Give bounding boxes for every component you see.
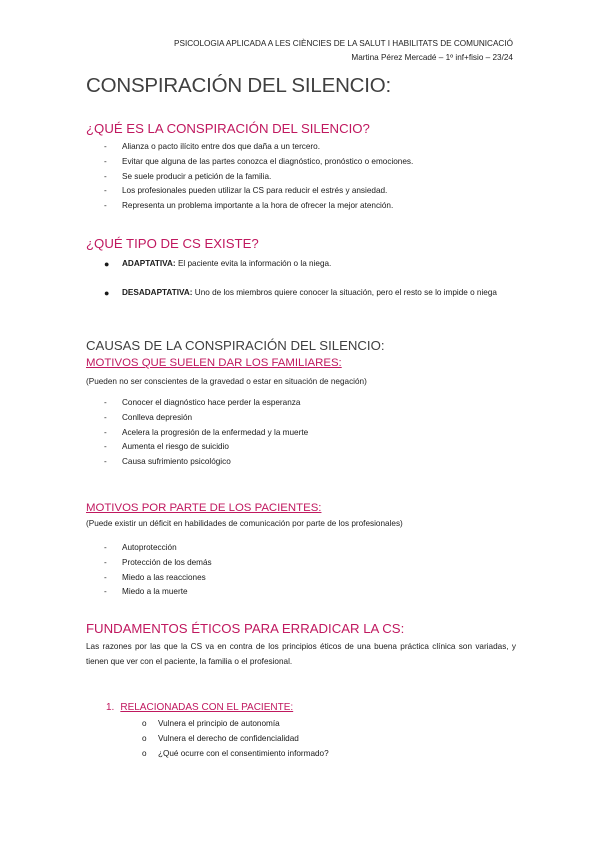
- list-item: - Conlleva depresión: [104, 411, 308, 426]
- type-desc: Uno de los miembros quiere conocer la situación, pero el resto se lo impide o niega: [192, 288, 497, 297]
- list-item: o Vulnera el principio de autonomía: [142, 717, 329, 732]
- list-item: - Se suele producir a petición de la familia.: [104, 170, 413, 185]
- list-item: - Acelera la progresión de la enfermedad y la muerte: [104, 426, 308, 441]
- header-course: PSICOLOGIA APLICADA A LES CIÈNCIES DE LA SALUT I HABILITATS DE COMUNICACIÓ: [174, 39, 513, 48]
- list-item: - Aumenta el riesgo de suicidio: [104, 440, 308, 455]
- type-term: ADAPTATIVA:: [122, 259, 176, 268]
- header-author: Martina Pérez Mercadé – 1º inf+fisio – 23/24: [351, 53, 513, 62]
- subheading-patients: MOTIVOS POR PARTE DE LOS PACIENTES:: [86, 502, 322, 514]
- section-heading-what-is: ¿QUÉ ES LA CONSPIRACIÓN DEL SILENCIO?: [86, 121, 370, 136]
- bullet-icon: ●: [104, 259, 110, 269]
- families-list: [104, 396, 308, 470]
- list-item: - Causa sufrimiento psicológico: [104, 455, 308, 470]
- list-item: - Los profesionales pueden utilizar la CS para reducir el estrés y ansiedad.: [104, 184, 413, 199]
- section-heading-types: ¿QUÉ TIPO DE CS EXISTE?: [86, 236, 259, 251]
- bullet-icon: ●: [104, 288, 110, 298]
- list-item: - Conocer el diagnóstico hace perder la esperanza: [104, 396, 308, 411]
- families-note: (Pueden no ser conscientes de la gravedad o estar en situación de negación): [86, 377, 367, 386]
- section-heading-causes: CAUSAS DE LA CONSPIRACIÓN DEL SILENCIO:: [86, 338, 385, 353]
- list-item: - Autoprotección: [104, 541, 212, 556]
- type-desc: El paciente evita la información o la niega.: [175, 259, 332, 268]
- type-term: DESADAPTATIVA:: [122, 288, 193, 297]
- type-item-adaptive: [104, 257, 516, 272]
- list-item: - Alianza o pacto ilícito entre dos que daña a un tercero.: [104, 140, 413, 155]
- page-header: [174, 37, 513, 65]
- patient-reasons-list: [142, 717, 329, 761]
- ethics-paragraph: Las razones por las que la CS va en contra de los principios éticos de una buena práctica clínica son variadas, y tienen que ver con el paciente, la familia o el profesional.: [86, 642, 516, 666]
- list-item: o ¿Qué ocurre con el consentimiento informado?: [142, 747, 329, 762]
- patients-list: [104, 541, 212, 600]
- list-item: - Miedo a la muerte: [104, 585, 212, 600]
- list-item: - Protección de los demás: [104, 556, 212, 571]
- type-item-maladaptive: [104, 286, 516, 301]
- what-is-list: [104, 140, 413, 214]
- list-item: o Vulnera el derecho de confidencialidad: [142, 732, 329, 747]
- list-item: - Representa un problema importante a la hora de ofrecer la mejor atención.: [104, 199, 413, 214]
- numbered-heading-patient: [106, 702, 293, 713]
- page-title: CONSPIRACIÓN DEL SILENCIO:: [86, 74, 392, 97]
- subheading-families: MOTIVOS QUE SUELEN DAR LOS FAMILIARES:: [86, 357, 342, 369]
- item-label: RELACIONADAS CON EL PACIENTE:: [120, 702, 294, 713]
- section-heading-ethics: FUNDAMENTOS ÉTICOS PARA ERRADICAR LA CS:: [86, 621, 405, 636]
- patients-note: (Puede existir un déficit en habilidades de comunicación por parte de los profesionales): [86, 519, 403, 528]
- list-item: - Evitar que alguna de las partes conozca el diagnóstico, pronóstico o emociones.: [104, 155, 413, 170]
- item-number: 1.: [106, 702, 115, 713]
- list-item: - Miedo a las reacciones: [104, 571, 212, 586]
